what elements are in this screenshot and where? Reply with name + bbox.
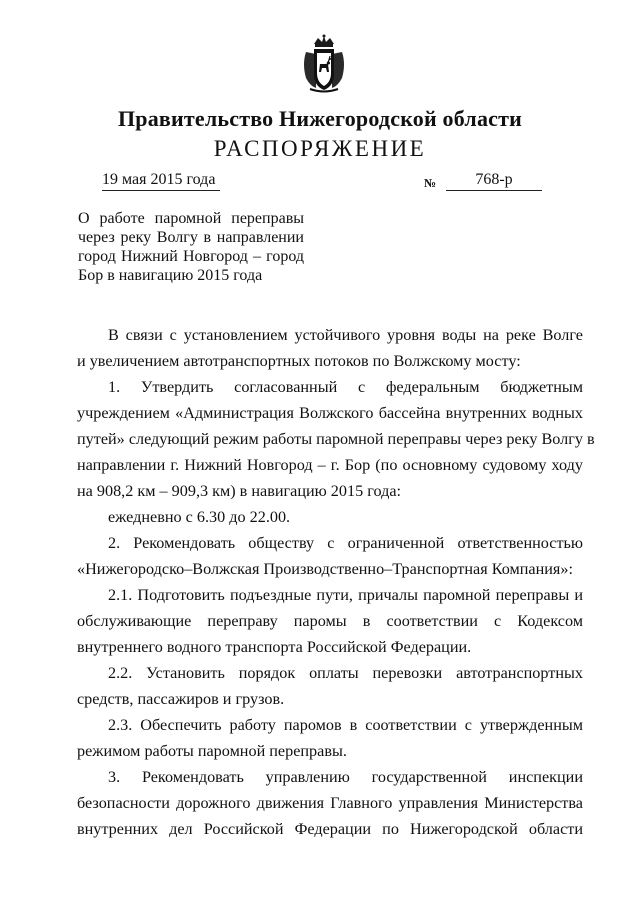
- document-date: 19 мая 2015 года: [102, 171, 220, 191]
- body-line: 1. Утвердить согласованный с федеральным бюджетным: [108, 378, 583, 396]
- body-line: В связи с установлением устойчивого уровня воды на реке Волге: [108, 326, 583, 344]
- document-body: [77, 322, 595, 842]
- body-line: 2.1. Подготовить подъездные пути, причалы паромной переправы и: [108, 586, 583, 604]
- subject-line: Бор в навигацию 2015 года: [78, 267, 263, 284]
- body-line: безопасности дорожного движения Главного управления Министерства: [77, 794, 583, 812]
- document-type: РАСПОРЯЖЕНИЕ: [213, 136, 427, 161]
- body-line: внутренних дел Российской Федерации по Нижегородской области: [77, 820, 583, 838]
- body-line: на 908,2 км – 909,3 км) в навигацию 2015 года:: [77, 482, 402, 500]
- body-line: 2.2. Установить порядок оплаты перевозки автотранспортных: [108, 664, 583, 682]
- coat-of-arms-icon: [300, 34, 348, 94]
- body-line: и увеличением автотранспортных потоков по Волжскому мосту:: [77, 352, 521, 370]
- body-line: обслуживающие переправу паромы в соответствии с Кодексом: [77, 612, 583, 630]
- body-line: средств, пассажиров и грузов.: [77, 690, 285, 708]
- body-line: направлении г. Нижний Новгород – г. Бор (по основному судовому ходу: [77, 456, 583, 474]
- subject-line: через реку Волгу в направлении: [78, 229, 304, 246]
- subject-line: город Нижний Новгород – город: [78, 248, 304, 265]
- body-line: путей» следующий режим работы паромной переправы через реку Волгу в: [77, 430, 595, 448]
- body-line: внутреннего водного транспорта Российской Федерации.: [77, 638, 472, 656]
- body-line: 2.3. Обеспечить работу паромов в соответствии с утвержденным: [108, 716, 583, 734]
- body-line: «Нижегородско–Волжская Производственно–Транспортная Компания»:: [77, 560, 573, 578]
- number-label: №: [424, 176, 437, 190]
- body-line: 3. Рекомендовать управлению государственной инспекции: [108, 768, 583, 786]
- subject-line: О работе паромной переправы: [78, 210, 304, 227]
- body-line: 2. Рекомендовать обществу с ограниченной ответственностью: [108, 534, 583, 552]
- body-line: учреждением «Администрация Волжского бассейна внутренних водных: [77, 404, 583, 422]
- government-title: Правительство Нижегородской области: [117, 106, 522, 131]
- body-line: режимом работы паромной переправы.: [77, 742, 347, 760]
- body-line: ежедневно с 6.30 до 22.00.: [108, 508, 291, 526]
- document-subject: [78, 209, 304, 285]
- document-number: 768-р: [446, 171, 542, 191]
